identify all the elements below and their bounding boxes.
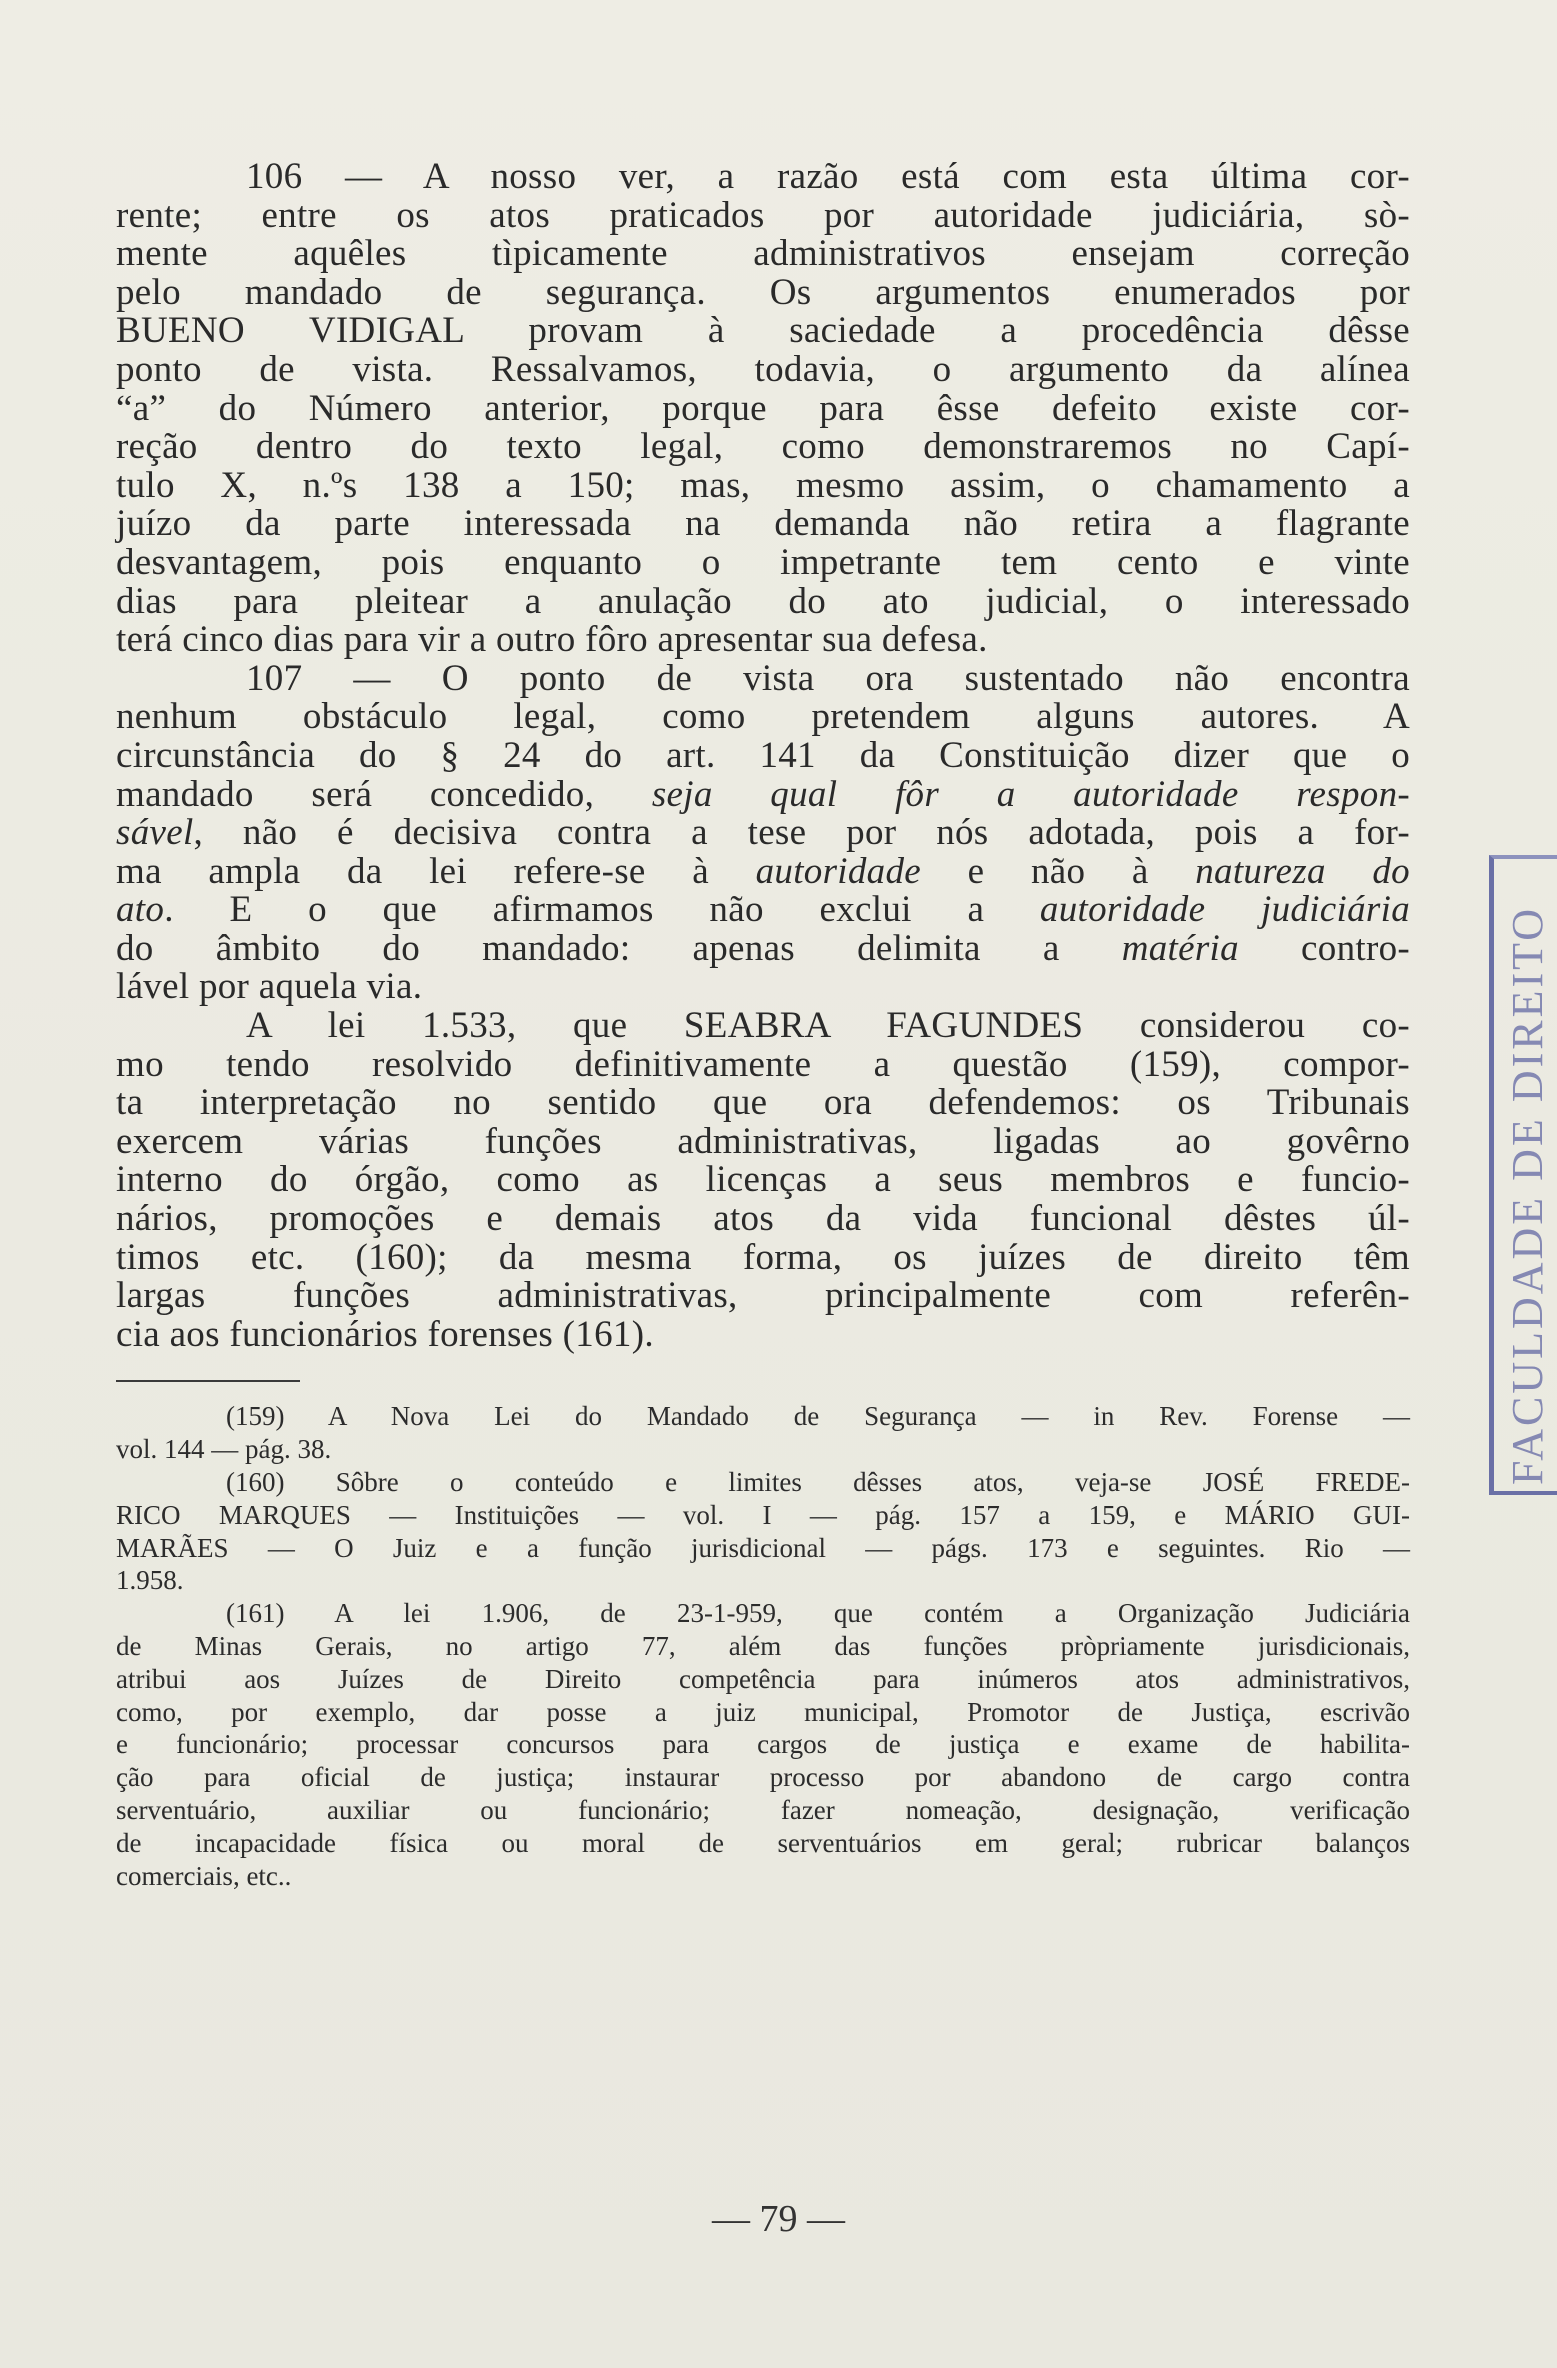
text-line: circunstância do § 24 do art. 141 da Constituição dizer que o [116, 734, 1410, 776]
footnote-line: atribui aos Juízes de Direito competência para inúmeros atos administrativos, [116, 1663, 1410, 1694]
footnote-line: de Minas Gerais, no artigo 77, além das funções pròpriamente jurisdicionais, [116, 1630, 1410, 1661]
text-line: timos etc. (160); da mesma forma, os juízes de direito têm [116, 1236, 1410, 1278]
footnote-line: (160) Sôbre o conteúdo e limites dêsses atos, veja-se JOSÉ FREDE- [226, 1467, 1410, 1497]
text-run: . E o que afirmamos não exclui a [164, 889, 1040, 931]
text-line: 106 — A nosso ver, a razão está com esta última cor- [246, 156, 1410, 197]
text-line [116, 927, 1411, 969]
text-line: reção dentro do texto legal, como demonstraremos no Capí- [116, 426, 1410, 468]
text-run: contro- [1238, 927, 1411, 969]
italic-run: autoridade [755, 850, 921, 892]
text-line: ta interpretação no sentido que ora defendemos: os Tribunais [116, 1082, 1410, 1124]
text-line: “a” do Número anterior, porque para êsse defeito existe cor- [116, 387, 1410, 429]
text-line: 107 — O ponto de vista ora sustentado não encontra [246, 657, 1410, 699]
text-line: largas funções administrativas, principalmente com referên- [116, 1275, 1410, 1317]
italic-run: seja qual fôr a autoridade respon- [651, 773, 1410, 815]
text-line: juízo da parte interessada na demanda não retira a flagrante [116, 503, 1410, 545]
footnote-line: MARÃES — O Juiz e a função jurisdicional — págs. 173 e seguintes. Rio — [116, 1532, 1410, 1563]
footnote-separator [116, 1380, 300, 1382]
text-line: tulo X, n.ºs 138 a 150; mas, mesmo assim, o chamamento a [116, 464, 1410, 506]
footnote-line: comerciais, etc.. [116, 1860, 292, 1891]
text-line: nenhum obstáculo legal, como pretendem alguns autores. A [116, 696, 1410, 738]
text-column [116, 158, 1410, 1892]
text-run: do âmbito do mandado: apenas delimita a [116, 927, 1122, 969]
italic-run: autoridade judiciária [1039, 889, 1410, 931]
footnote-line: RICO MARQUES — Instituições — vol. I — pág. 157 a 159, e MÁRIO GUI- [116, 1499, 1410, 1530]
footnote-line: de incapacidade física ou moral de serventuários em geral; rubricar balanços [116, 1827, 1410, 1858]
footnote-line: ção para oficial de justiça; instaurar processo por abandono de cargo contra [116, 1762, 1410, 1793]
footnote-160 [116, 1466, 1410, 1597]
footnote-line: (159) A Nova Lei do Mandado de Segurança — in Rev. Forense — [226, 1401, 1410, 1432]
page-number: — 79 — [712, 2198, 845, 2240]
text-line: nários, promoções e demais atos da vida funcional dêstes úl- [116, 1198, 1410, 1240]
footnote-159 [116, 1400, 1410, 1466]
text-line: dias para pleitear a anulação do ato judicial, o interessado [116, 580, 1410, 622]
paragraph-lei-1533 [116, 1007, 1410, 1354]
text-line [116, 891, 1410, 930]
stamp-text: FACULDADE DE DIREITO [1503, 906, 1552, 1485]
text-run: , não é decisiva contra a tese por nós adotada, pois a for- [193, 812, 1410, 854]
italic-run: sável [116, 812, 194, 854]
footnote-line: e funcionário; processar concursos para cargos de justiça e exame de habilita- [116, 1729, 1410, 1760]
text-line: ponto de vista. Ressalvamos, todavia, o argumento da alínea [116, 348, 1410, 390]
text-line: lável por aquela via. [116, 966, 423, 1008]
paragraph-107 [116, 657, 1411, 1008]
footnote-line: serventuário, auxiliar ou funcionário; fazer nomeação, designação, verificação [116, 1794, 1410, 1825]
footnotes [116, 1400, 1410, 1892]
text-line: A lei 1.533, que SEABRA FAGUNDES considerou co- [246, 1005, 1410, 1047]
text-run: ma ampla da lei refere-se à [116, 850, 756, 892]
text-line: desvantagem, pois enquanto o impetrante tem cento e vinte [116, 541, 1410, 583]
text-line: BUENO VIDIGAL provam à saciedade a procedência dêsse [116, 310, 1410, 352]
text-line: exercem várias funções administrativas, ligadas ao govêrno [116, 1120, 1410, 1162]
library-stamp [1489, 855, 1557, 1495]
text-line: pelo mandado de segurança. Os argumentos enumerados por [116, 271, 1410, 313]
text-line [116, 773, 1410, 815]
text-run: e não à [921, 850, 1196, 892]
text-line: terá cinco dias para vir a outro fôro apresentar sua defesa. [116, 619, 988, 661]
text-line [116, 850, 1410, 892]
paragraph-106 [116, 158, 1410, 660]
italic-run: ato [116, 889, 165, 931]
text-line: rente; entre os atos praticados por autoridade judiciária, sò- [116, 194, 1410, 236]
text-line: mo tendo resolvido definitivamente a questão (159), compor- [116, 1043, 1410, 1085]
footnote-line: 1.958. [116, 1565, 184, 1596]
italic-run: natureza do [1195, 850, 1410, 892]
footnote-line: (161) A lei 1.906, de 23-1-959, que contém a Organização Judiciária [226, 1598, 1410, 1629]
italic-run: matéria [1121, 927, 1239, 969]
text-run: mandado será concedido, [116, 773, 652, 815]
text-line: interno do órgão, como as licenças a seus membros e funcio- [116, 1159, 1410, 1201]
footnote-161 [116, 1597, 1410, 1892]
footnote-line: como, por exemplo, dar posse a juiz municipal, Promotor de Justiça, escrivão [116, 1696, 1410, 1727]
body-text [116, 158, 1410, 1354]
footnote-line: vol. 144 — pág. 38. [116, 1434, 332, 1465]
text-line: cia aos funcionários forenses (161). [116, 1313, 654, 1355]
text-line [116, 814, 1410, 853]
text-line: mente aquêles tìpicamente administrativos ensejam correção [116, 233, 1410, 275]
